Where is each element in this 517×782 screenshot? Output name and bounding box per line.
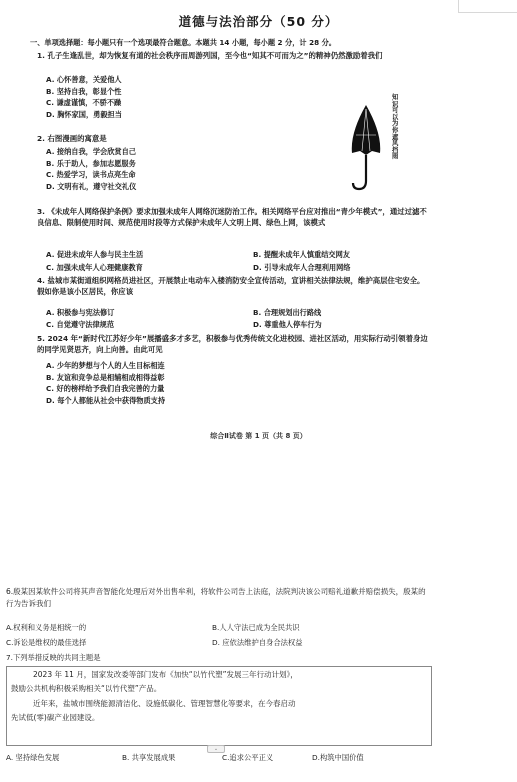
- q3-option-a: A. 促进未成年人参与民主生活: [46, 250, 144, 259]
- q7-option-b: B. 共享发展成果: [122, 753, 176, 762]
- material-line-3: 近年来，盐城市围绕能源清洁化、设施低碳化、管理智慧化等要求，在今春启动: [33, 698, 296, 708]
- material-line-4: 先试低(零)碳产业园建设。: [11, 713, 100, 723]
- q4-option-c: C. 自觉遵守法律规范: [46, 320, 115, 329]
- q3-option-b: B. 提醒未成年人慎重结交网友: [253, 250, 350, 259]
- page-footer: 综合Ⅱ试卷 第 1 页（共 8 页）: [210, 432, 307, 440]
- q1-option-b: B. 坚持自我，彰显个性: [46, 86, 122, 96]
- material-line-1: 2023 年 11 月，国家发改委等部门发布《加快“以竹代塑”发展三年行动计划》，: [33, 670, 298, 679]
- q1-option-a: A. 心怀善意，关爱他人: [46, 75, 122, 84]
- page-title: 道德与法治部分（50 分）: [178, 14, 339, 29]
- question-1-options: [46, 74, 122, 120]
- q6-option-b: B.人人守法已成为全民共识: [212, 623, 300, 632]
- question-6-stem: 6.殷某因某软件公司将其声音智能化处理后对外出售牟利，将软件公司告上法庭，法院判决该公司赔礼道歉并赔偿损失，殷某的行为告诉我们: [6, 587, 426, 609]
- q6-option-c: C.诉讼是维权的最佳选择: [6, 638, 87, 647]
- exam-page-2: [0, 580, 517, 782]
- q2-option-a: A. 接纳自我，学会欣赏自己: [46, 147, 136, 156]
- q5-option-a: A. 少年的梦想与个人的人生目标相连: [46, 361, 165, 370]
- q1-option-c: C. 谦虚谨慎，不骄不躁: [46, 98, 122, 107]
- q2-option-b: B. 乐于助人，参加志愿服务: [46, 158, 136, 168]
- umbrella-cartoon-image: [340, 95, 440, 195]
- q7-option-a: A. 坚持绿色发展: [6, 753, 60, 762]
- question-7-stem: 7.下列举措反映的共同主题是: [6, 653, 101, 662]
- q4-option-a: A. 积极参与宪法修订: [46, 308, 115, 317]
- question-5-stem: 5. 2024 年“新时代江苏好少年”展播盛多才多艺，积极参与优秀传统文化进校园、进社区活动，用实际行动引领着身边的同学见贤思齐，向上向善。由此可见: [37, 334, 428, 355]
- q4-option-b: B. 合理规划出行路线: [253, 308, 322, 317]
- q7-option-d: D.构筑中国价值: [312, 753, 364, 762]
- question-2-options: [46, 146, 136, 192]
- q7-option-c: C.追求公平正义: [222, 753, 274, 762]
- q3-option-d: D. 引导未成年人合理利用网络: [253, 263, 351, 272]
- question-1-stem: 1. 孔子生逢乱世，却为恢复有道的社会秩序而周游列国，至今也“知其不可而为之”的精神仍然激励着我们: [37, 51, 383, 60]
- question-3-stem: 3. 《未成年人网络保护条例》要求加强未成年人网络沉迷防治工作。相关网络平台应对推出“青少年模式”，通过过滤不良信息、限制使用时间、规范使用时段等方式保护未成年人文明上网、绿色上网，该模式: [37, 207, 427, 228]
- material-box: [6, 666, 432, 746]
- section-heading: 一、单项选择题：每小题只有一个选项最符合题意。本题共 14 小题，每小题 2 分，计 28 分。: [30, 38, 336, 47]
- question-2-stem: 2. 右图漫画的寓意是: [37, 134, 107, 143]
- q6-option-a: A.权利和义务是相统一的: [6, 623, 87, 632]
- cartoon-caption: 知识可以为你遮风挡雨: [392, 94, 399, 161]
- q1-option-d: D. 胸怀家国，勇毅担当: [46, 109, 122, 119]
- chevron-handle-icon[interactable]: ⌄: [207, 745, 225, 753]
- q2-option-c: C. 热爱学习，读书点亮生命: [46, 170, 136, 179]
- q5-option-d: D. 每个人都能从社会中获得物质支持: [46, 395, 166, 405]
- question-4-stem: 4. 盐城市某街道组织网格员进社区，开展禁止电动车入楼消防安全宣传活动，宣讲相关法律法规，维护高层住宅安全。假如你是该小区居民，你应该: [37, 276, 425, 297]
- q6-option-d: D. 应依法维护自身合法权益: [212, 638, 303, 647]
- q5-option-c: C. 好的榜样给予我们自我完善的力量: [46, 384, 165, 393]
- q5-option-b: B. 友谊和竞争总是相辅相成相得益彰: [46, 372, 165, 382]
- question-5-options: [46, 360, 165, 406]
- q2-option-d: D. 文明有礼，遵守社交礼仪: [46, 181, 137, 191]
- q4-option-d: D. 尊重他人停车行为: [253, 320, 322, 329]
- material-line-2: 鼓励公共机构积极采购相关“以竹代塑”产品。: [11, 684, 162, 694]
- q3-option-c: C. 加强未成年人心理健康教育: [46, 263, 143, 272]
